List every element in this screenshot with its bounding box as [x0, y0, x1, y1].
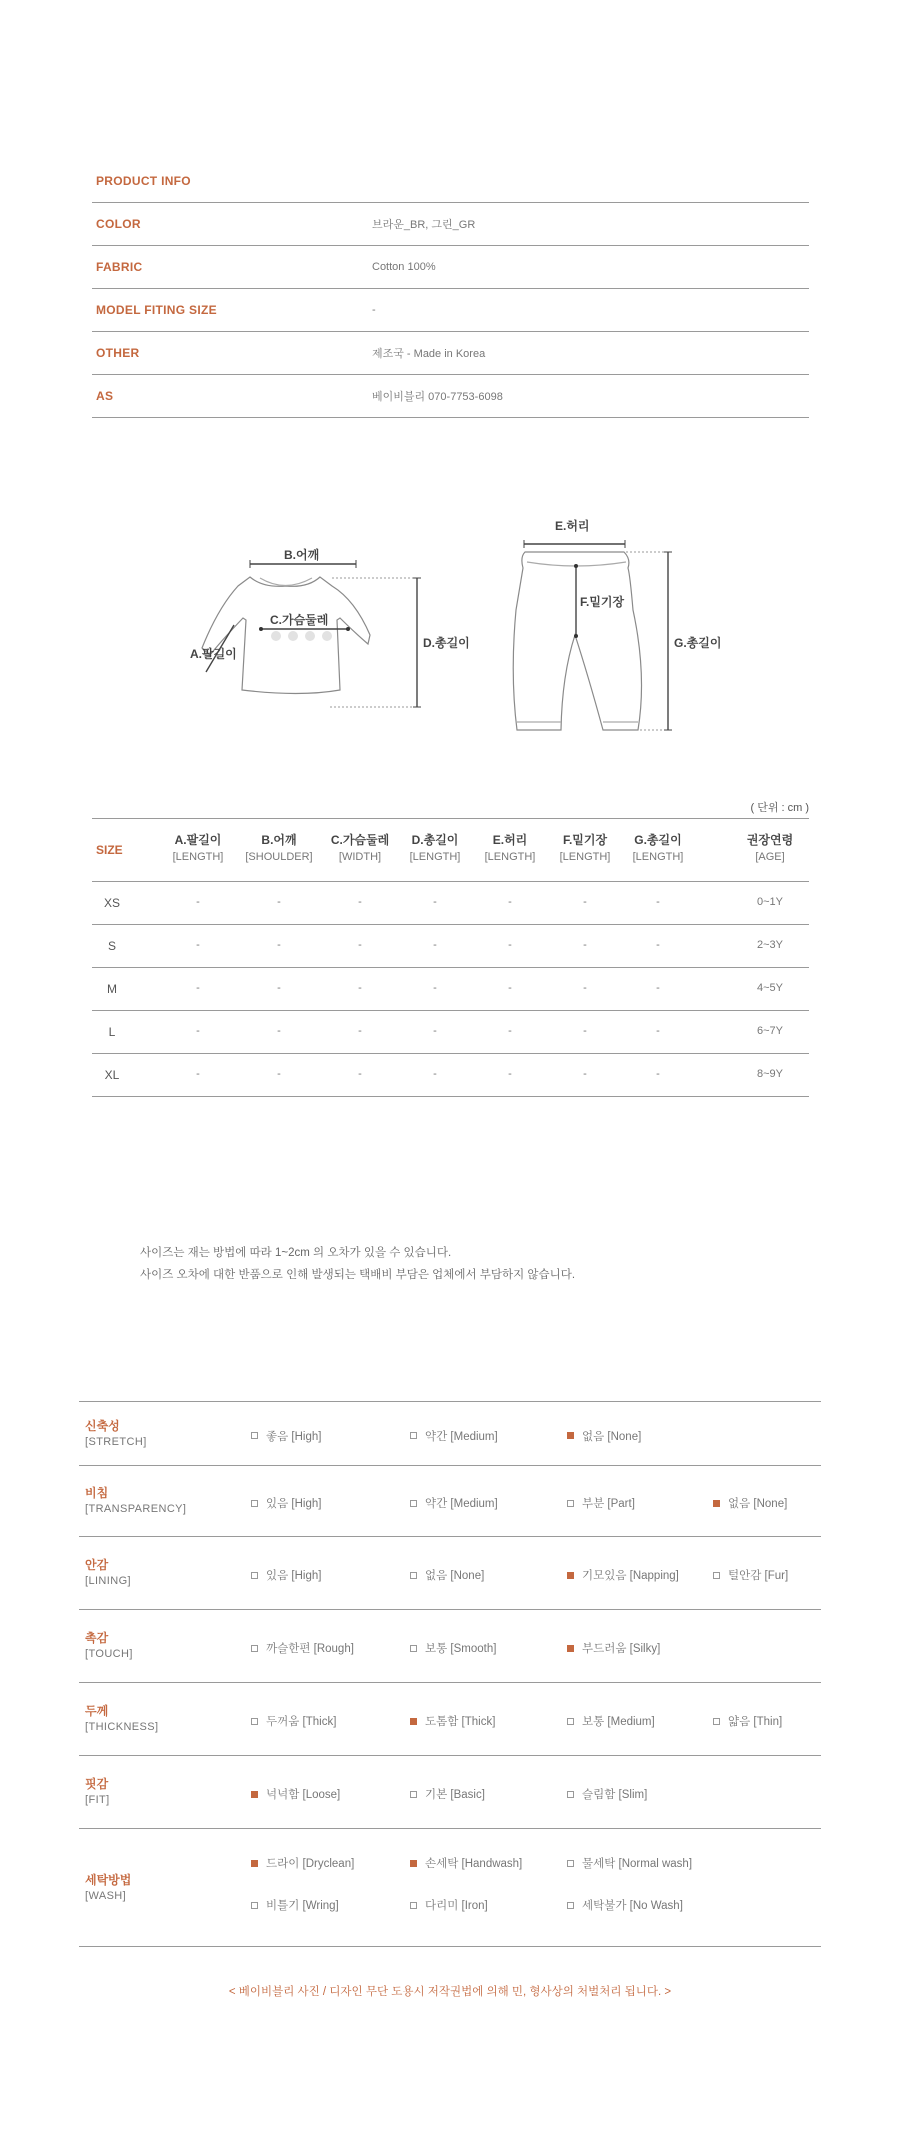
attribute-option	[251, 1495, 321, 1511]
age-value: 0~1Y	[757, 896, 783, 908]
size-rows	[92, 882, 809, 1097]
size-note-1: 사이즈는 재는 방법에 따라 1~2cm 의 오차가 있을 수 있습니다.	[140, 1247, 452, 1259]
size-value: -	[583, 1025, 587, 1037]
checked-square-icon	[567, 1432, 574, 1439]
attribute-name: 비침	[85, 1486, 109, 1500]
attribute-row	[79, 1610, 821, 1683]
option-label: 두꺼움 [Thick]	[266, 1716, 337, 1728]
size-value: -	[433, 896, 437, 908]
header-shoulder: B.어깨 [SHOULDER]	[245, 833, 313, 863]
size-value: -	[433, 1025, 437, 1037]
attribute-option	[251, 1897, 339, 1913]
option-label: 도톰함 [Thick]	[425, 1716, 496, 1728]
attribute-option	[410, 1786, 485, 1802]
option-label: 없음 [None]	[728, 1498, 788, 1510]
header-chest: C.가슴둘레 [WIDTH]	[330, 833, 390, 863]
attribute-label	[85, 1775, 110, 1806]
attribute-name-en: [TOUCH]	[85, 1648, 133, 1660]
unchecked-square-icon	[251, 1572, 258, 1579]
label-total-length: D.총길이	[423, 636, 470, 650]
attribute-option	[713, 1495, 787, 1511]
option-label: 까슬한편 [Rough]	[266, 1643, 354, 1655]
attribute-name-en: [LINING]	[85, 1575, 131, 1587]
info-value: 제조국 - Made in Korea	[372, 348, 486, 360]
size-name: XL	[104, 1068, 120, 1082]
checked-square-icon	[713, 1500, 720, 1507]
header-total-length: D.총길이 [LENGTH]	[409, 833, 461, 863]
size-column-title: SIZE	[96, 843, 123, 857]
attribute-option	[410, 1855, 522, 1871]
copyright-notice: < 베이비블리 사진 / 디자인 무단 도용시 저작권법에 의해 민, 형사상의 처벌처리 됩니다. >	[228, 1986, 672, 1998]
attribute-label	[85, 1484, 186, 1515]
attribute-option	[251, 1713, 336, 1729]
size-row	[92, 925, 809, 968]
option-label: 물세탁 [Normal wash]	[582, 1858, 693, 1870]
unchecked-square-icon	[567, 1718, 574, 1725]
size-value: -	[656, 982, 660, 994]
header-rise: F.밑기장 [LENGTH]	[559, 833, 611, 863]
info-row-model-size	[92, 289, 809, 332]
checked-square-icon	[410, 1718, 417, 1725]
label-shoulder: B.어깨	[284, 548, 320, 562]
unchecked-square-icon	[251, 1432, 258, 1439]
option-label: 약간 [Medium]	[425, 1498, 498, 1510]
option-label: 있음 [High]	[266, 1498, 322, 1510]
attribute-option	[410, 1897, 488, 1913]
option-label: 좋음 [High]	[266, 1430, 322, 1443]
size-value: -	[433, 982, 437, 994]
shirt-illustration	[180, 540, 480, 720]
unchecked-square-icon	[410, 1902, 417, 1909]
attribute-name: 세탁방법	[85, 1872, 132, 1887]
attribute-row	[79, 1402, 821, 1466]
unchecked-square-icon	[251, 1500, 258, 1507]
option-label: 얇음 [Thin]	[728, 1716, 783, 1728]
size-value: -	[656, 896, 660, 908]
size-value: -	[196, 1068, 200, 1080]
label-waist: E.허리	[555, 519, 590, 533]
attribute-option	[567, 1567, 679, 1583]
option-label: 기모있음 [Napping]	[582, 1570, 679, 1582]
attribute-name: 촉감	[85, 1631, 109, 1645]
size-name: S	[107, 939, 116, 953]
option-label: 비틀기 [Wring]	[266, 1900, 339, 1912]
age-value: 2~3Y	[757, 939, 783, 951]
label-rise: F.밑기장	[580, 595, 625, 609]
unchecked-square-icon	[567, 1791, 574, 1798]
attribute-row	[79, 1756, 821, 1829]
attribute-row	[79, 1829, 821, 1947]
attribute-option	[567, 1855, 692, 1871]
unchecked-square-icon	[410, 1791, 417, 1798]
age-value: 8~9Y	[757, 1068, 783, 1080]
unchecked-square-icon	[713, 1718, 720, 1725]
attribute-option	[410, 1495, 498, 1511]
size-value: -	[433, 1068, 437, 1080]
attribute-label	[85, 1417, 147, 1448]
product-info-table	[92, 160, 809, 418]
option-label: 세탁불가 [No Wash]	[582, 1900, 683, 1912]
size-value: -	[433, 939, 437, 951]
attribute-name-en: [FIT]	[85, 1794, 110, 1806]
size-value: -	[656, 1068, 660, 1080]
attribute-row	[79, 1466, 821, 1537]
unchecked-square-icon	[567, 1860, 574, 1867]
attribute-option	[713, 1567, 788, 1583]
age-value: 6~7Y	[757, 1025, 783, 1037]
checked-square-icon	[410, 1860, 417, 1867]
unchecked-square-icon	[567, 1500, 574, 1507]
size-value: -	[358, 1068, 362, 1080]
attribute-name: 두께	[85, 1704, 109, 1718]
checked-square-icon	[567, 1572, 574, 1579]
unchecked-square-icon	[410, 1432, 417, 1439]
unchecked-square-icon	[410, 1572, 417, 1579]
label-chest: C.가슴둘레	[270, 613, 329, 627]
size-value: -	[196, 982, 200, 994]
option-label: 슬림함 [Slim]	[582, 1789, 648, 1801]
unchecked-square-icon	[410, 1500, 417, 1507]
option-label: 다리미 [Iron]	[425, 1900, 488, 1912]
attribute-option	[567, 1786, 647, 1802]
top-size-diagram	[180, 540, 480, 720]
info-value: Cotton 100%	[372, 261, 436, 273]
info-row-fabric	[92, 246, 809, 289]
option-label: 드라이 [Dryclean]	[266, 1858, 355, 1870]
attribute-option	[567, 1897, 683, 1913]
label-pants-total: G.총길이	[674, 636, 722, 650]
checked-square-icon	[567, 1645, 574, 1652]
size-row	[92, 1054, 809, 1097]
attribute-option	[567, 1640, 660, 1656]
option-label: 기본 [Basic]	[425, 1789, 485, 1801]
pants-illustration	[500, 515, 750, 745]
size-value: -	[277, 1068, 281, 1080]
option-label: 보통 [Smooth]	[425, 1643, 497, 1655]
unit-label: ( 단위 : cm )	[750, 802, 809, 814]
option-label: 넉넉함 [Loose]	[266, 1789, 341, 1801]
info-value: -	[372, 304, 376, 316]
size-value: -	[196, 896, 200, 908]
attribute-option	[251, 1567, 321, 1583]
header-sleeve: A.팔길이 [LENGTH]	[172, 833, 224, 863]
size-value: -	[358, 896, 362, 908]
info-row-color	[92, 203, 809, 246]
size-name: XS	[103, 896, 120, 910]
size-value: -	[508, 939, 512, 951]
info-key: COLOR	[96, 217, 141, 231]
attribute-name: 신축성	[85, 1418, 120, 1433]
size-value: -	[508, 896, 512, 908]
attribute-option	[713, 1713, 782, 1729]
size-value: -	[508, 982, 512, 994]
option-label: 손세탁 [Handwash]	[425, 1858, 523, 1870]
attribute-label	[85, 1871, 131, 1902]
header-waist: E.허리 [LENGTH]	[484, 833, 536, 863]
attribute-row	[79, 1683, 821, 1756]
option-label: 부분 [Part]	[582, 1498, 635, 1510]
size-value: -	[358, 982, 362, 994]
option-label: 없음 [None]	[582, 1430, 642, 1443]
header-pants-length: G.총길이 [LENGTH]	[632, 833, 684, 863]
fabric-attributes	[79, 1401, 821, 1947]
checked-square-icon	[251, 1791, 258, 1798]
product-info-header	[92, 160, 809, 203]
info-key: MODEL FITING SIZE	[96, 303, 217, 317]
size-table-header	[92, 818, 809, 882]
attribute-name: 안감	[85, 1558, 109, 1572]
attribute-option	[567, 1428, 641, 1444]
size-value: -	[508, 1068, 512, 1080]
attribute-name-en: [STRETCH]	[85, 1435, 147, 1448]
attribute-label	[85, 1629, 133, 1660]
info-value: 베이비블리 070-7753-6098	[372, 391, 503, 403]
info-row-other	[92, 332, 809, 375]
size-note-2: 사이즈 오차에 대한 반품으로 인해 발생되는 택배비 부담은 업체에서 부담하지 않습니다.	[140, 1269, 576, 1281]
option-label: 털안감 [Fur]	[728, 1570, 789, 1582]
product-info-title: PRODUCT INFO	[96, 174, 191, 188]
size-value: -	[656, 939, 660, 951]
size-value: -	[196, 939, 200, 951]
pants-size-diagram	[500, 515, 750, 745]
header-age: 권장연령 [AGE]	[746, 833, 794, 863]
size-row	[92, 1011, 809, 1054]
option-label: 보통 [Medium]	[582, 1716, 655, 1728]
size-value: -	[358, 939, 362, 951]
size-value: -	[277, 896, 281, 908]
option-label: 있음 [High]	[266, 1570, 322, 1582]
size-value: -	[196, 1025, 200, 1037]
option-label: 약간 [Medium]	[425, 1430, 498, 1443]
attribute-name-en: [THICKNESS]	[85, 1721, 159, 1733]
size-value: -	[583, 939, 587, 951]
option-label: 없음 [None]	[425, 1570, 485, 1582]
attribute-option	[251, 1428, 321, 1444]
attribute-option	[410, 1713, 495, 1729]
attribute-option	[251, 1640, 354, 1656]
size-table	[92, 818, 809, 1097]
attribute-option	[410, 1640, 496, 1656]
checked-square-icon	[251, 1860, 258, 1867]
unchecked-square-icon	[410, 1645, 417, 1652]
size-value: -	[508, 1025, 512, 1037]
info-value: 브라운_BR, 그린_GR	[372, 219, 476, 231]
size-value: -	[656, 1025, 660, 1037]
info-key: OTHER	[96, 346, 140, 360]
attribute-option	[410, 1567, 484, 1583]
attribute-name: 핏감	[85, 1777, 109, 1791]
size-row	[92, 968, 809, 1011]
info-key: AS	[96, 389, 114, 403]
age-value: 4~5Y	[757, 982, 783, 994]
size-value: -	[358, 1025, 362, 1037]
size-value: -	[277, 939, 281, 951]
attribute-option	[567, 1713, 655, 1729]
info-row-as	[92, 375, 809, 418]
size-value: -	[277, 1025, 281, 1037]
attribute-name-en: [TRANSPARENCY]	[85, 1503, 187, 1515]
option-label: 부드러움 [Silky]	[582, 1643, 661, 1655]
unchecked-square-icon	[713, 1572, 720, 1579]
attribute-label	[85, 1702, 158, 1733]
size-value: -	[583, 982, 587, 994]
attribute-option	[567, 1495, 635, 1511]
unchecked-square-icon	[567, 1902, 574, 1909]
attribute-option	[251, 1855, 354, 1871]
unchecked-square-icon	[251, 1645, 258, 1652]
size-value: -	[583, 896, 587, 908]
size-value: -	[583, 1068, 587, 1080]
size-name: M	[107, 982, 117, 996]
unchecked-square-icon	[251, 1902, 258, 1909]
attribute-row	[79, 1537, 821, 1610]
attribute-label	[85, 1556, 131, 1587]
size-name: L	[108, 1025, 116, 1039]
unchecked-square-icon	[251, 1718, 258, 1725]
attribute-option	[251, 1786, 340, 1802]
label-sleeve: A.팔길이	[190, 647, 237, 661]
info-key: FABRIC	[96, 260, 143, 274]
size-value: -	[277, 982, 281, 994]
attribute-option	[410, 1428, 498, 1444]
size-row	[92, 882, 809, 925]
attribute-name-en: [WASH]	[85, 1889, 127, 1902]
